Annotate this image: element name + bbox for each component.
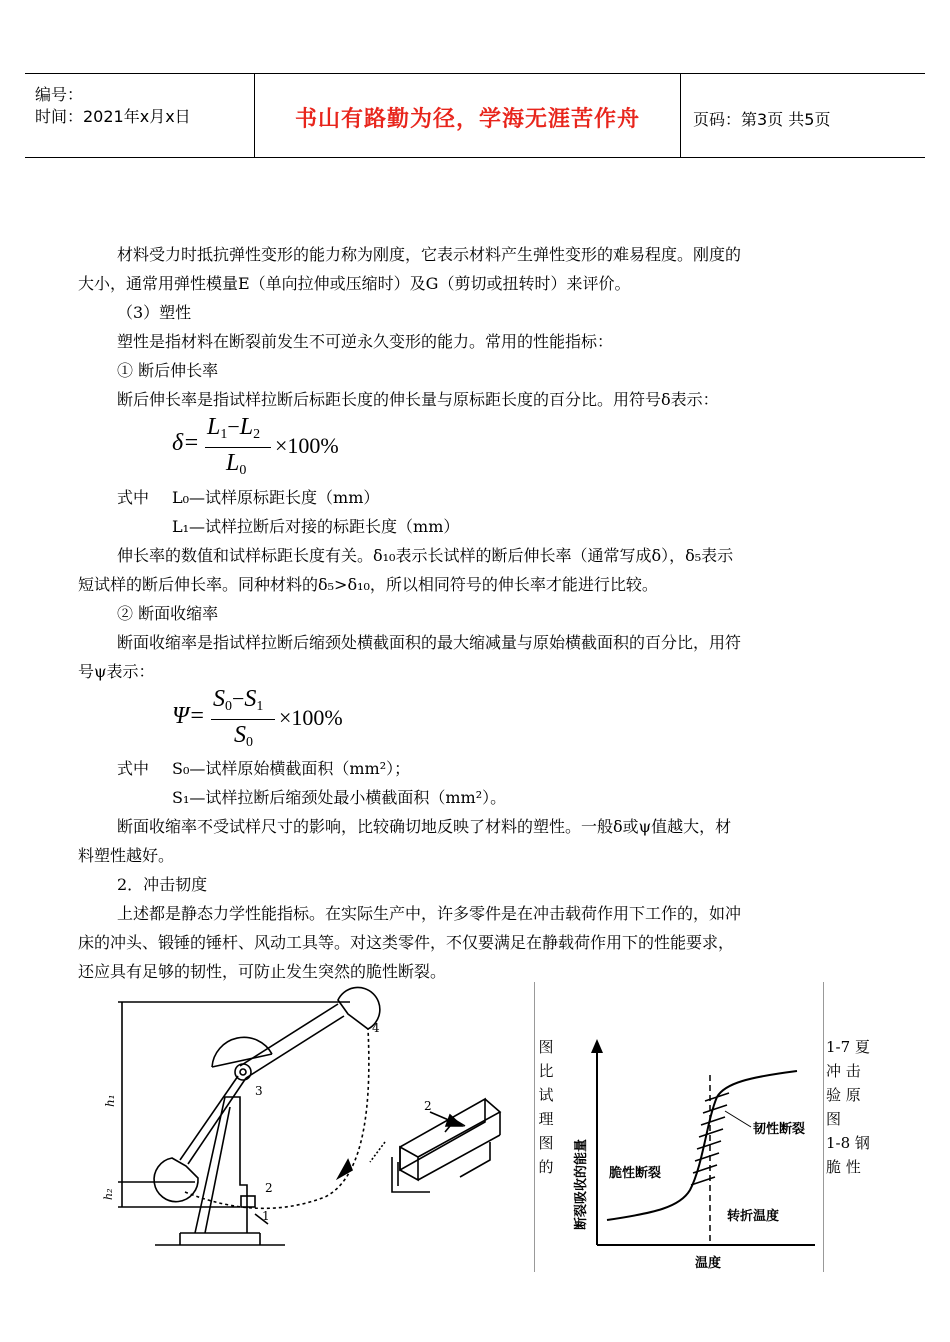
caption-right-line: 验 原 — [826, 1086, 861, 1104]
label-brittle: 脆性断裂 — [609, 1166, 662, 1181]
figure-divider-left — [534, 982, 535, 1272]
paragraph-plasticity: 塑性是指材料在断裂前发生不可逆永久变形的能力。常用的性能指标： — [117, 332, 614, 351]
eq2-fraction-bar — [211, 719, 275, 720]
label-n3: 3 — [255, 1084, 263, 1098]
where-S0: S₀—试样原始横截面积（mm²）； — [172, 759, 411, 778]
caption-left-char: 图 — [538, 1038, 554, 1056]
charpy-tester-figure — [100, 982, 520, 1272]
paragraph-elongation-length-2: 短试样的断后伸长率。同种材料的δ₅>δ₁₀，所以相同符号的伸长率才能进行比较。 — [78, 575, 658, 594]
paragraph-impact-3: 还应具有足够的韧性，可防止发生突然的脆性断裂。 — [78, 962, 447, 981]
header-motto-cell — [255, 74, 681, 157]
figure-divider-right — [823, 982, 824, 1272]
caption-right-line: 1-7 夏 — [826, 1038, 870, 1056]
eq1-denominator: $L_0$ — [226, 450, 247, 479]
caption-left-char: 的 — [538, 1158, 554, 1176]
heading-impact-toughness: 2．冲击韧度 — [117, 875, 208, 894]
where-S1: S₁—试样拉断后缩颈处最小横截面积（mm²）。 — [172, 788, 507, 807]
caption-left-char: 试 — [538, 1086, 554, 1104]
graph-xlabel: 温度 — [695, 1256, 722, 1271]
label-h2: h₂ — [102, 1188, 115, 1200]
subheading-elongation: ① 断后伸长率 — [117, 361, 219, 380]
paragraph-stiffness-2: 大小，通常用弹性模量E（单向拉伸或压缩时）及G（剪切或扭转时）来评价。 — [78, 274, 631, 293]
where-L0: L₀—试样原标距长度（mm） — [172, 488, 380, 507]
eq1-numerator: $L_1-L_2$ — [207, 414, 261, 443]
label-n1: 1 — [262, 1209, 270, 1223]
caption-left-char: 图 — [538, 1134, 554, 1152]
eq2-numerator: $S_0-S_1$ — [213, 686, 264, 715]
page-number-label: 页码：第3页 共5页 — [693, 110, 831, 129]
paragraph-elongation-length-1: 伸长率的数值和试样标距长度有关。δ₁₀表示长试样的断后伸长率（通常写成δ），δ₅表示 — [117, 546, 734, 565]
paragraph-reduction-size-1: 断面收缩率不受试样尺寸的影响，比较确切地反映了材料的塑性。一般δ或ψ值越大，材 — [117, 817, 732, 836]
caption-right-line: 图 — [826, 1110, 842, 1128]
paragraph-impact-1: 上述都是静态力学性能指标。在实际生产中，许多零件是在冲击载荷作用下工作的，如冲 — [117, 904, 742, 923]
where-L1: L₁—试样拉断后对接的标距长度（mm） — [172, 517, 460, 536]
label-n4: 4 — [372, 1021, 380, 1035]
eq2-tail: ×100% — [279, 705, 343, 730]
paragraph-impact-2: 床的冲头、锻锤的锤杆、风动工具等。对这类零件，不仅要满足在静载荷作用下的性能要求， — [78, 933, 735, 952]
doc-time-label: 时间：2021年x月x日 — [35, 107, 191, 126]
motto-text: 书山有路勤为径，学海无涯苦作舟 — [294, 107, 640, 132]
caption-right-line: 1-8 钢 — [826, 1134, 870, 1152]
caption-right-line: 脆 性 — [826, 1158, 861, 1176]
paragraph-reduction-size-2: 料塑性越好。 — [78, 846, 175, 865]
label-spec-2: 2 — [424, 1099, 432, 1113]
eq2-lhs: Ψ= — [172, 703, 206, 729]
paragraph-elongation: 断后伸长率是指试样拉断后标距长度的伸长量与原标距长度的百分比。用符号δ表示： — [117, 390, 719, 409]
where-label-1: 式中 — [117, 488, 150, 507]
caption-right-line: 冲 击 — [826, 1062, 861, 1080]
paragraph-stiffness-1: 材料受力时抵抗弹性变形的能力称为刚度，它表示材料产生弹性变形的难易程度。刚度的 — [117, 245, 742, 264]
paragraph-reduction-2: 号ψ表示： — [78, 662, 155, 681]
where-label-2: 式中 — [117, 759, 150, 778]
eq1-lhs: δ= — [172, 430, 200, 456]
caption-left-char: 比 — [538, 1062, 554, 1080]
label-ductile: 韧性断裂 — [753, 1122, 806, 1137]
caption-left-char: 理 — [538, 1110, 554, 1128]
header-left-cell — [25, 74, 255, 157]
ductile-brittle-graph — [565, 1035, 820, 1275]
label-transition: 转折温度 — [727, 1209, 780, 1224]
paragraph-reduction-1: 断面收缩率是指试样拉断后缩颈处横截面积的最大缩减量与原始横截面积的百分比，用符 — [117, 633, 742, 652]
subheading-reduction: ② 断面收缩率 — [117, 604, 219, 623]
header-page-cell — [681, 74, 925, 157]
eq1-fraction-bar — [205, 447, 271, 448]
eq2-denominator: $S_0$ — [234, 722, 253, 751]
page-header — [25, 73, 925, 158]
label-n2: 2 — [265, 1181, 273, 1195]
label-h1: h₁ — [103, 1094, 117, 1107]
doc-id-label: 编号： — [35, 85, 84, 104]
heading-plasticity: （3）塑性 — [117, 303, 192, 322]
graph-ylabel: 断裂吸收的能量 — [574, 1138, 589, 1230]
eq1-tail: ×100% — [275, 433, 339, 458]
